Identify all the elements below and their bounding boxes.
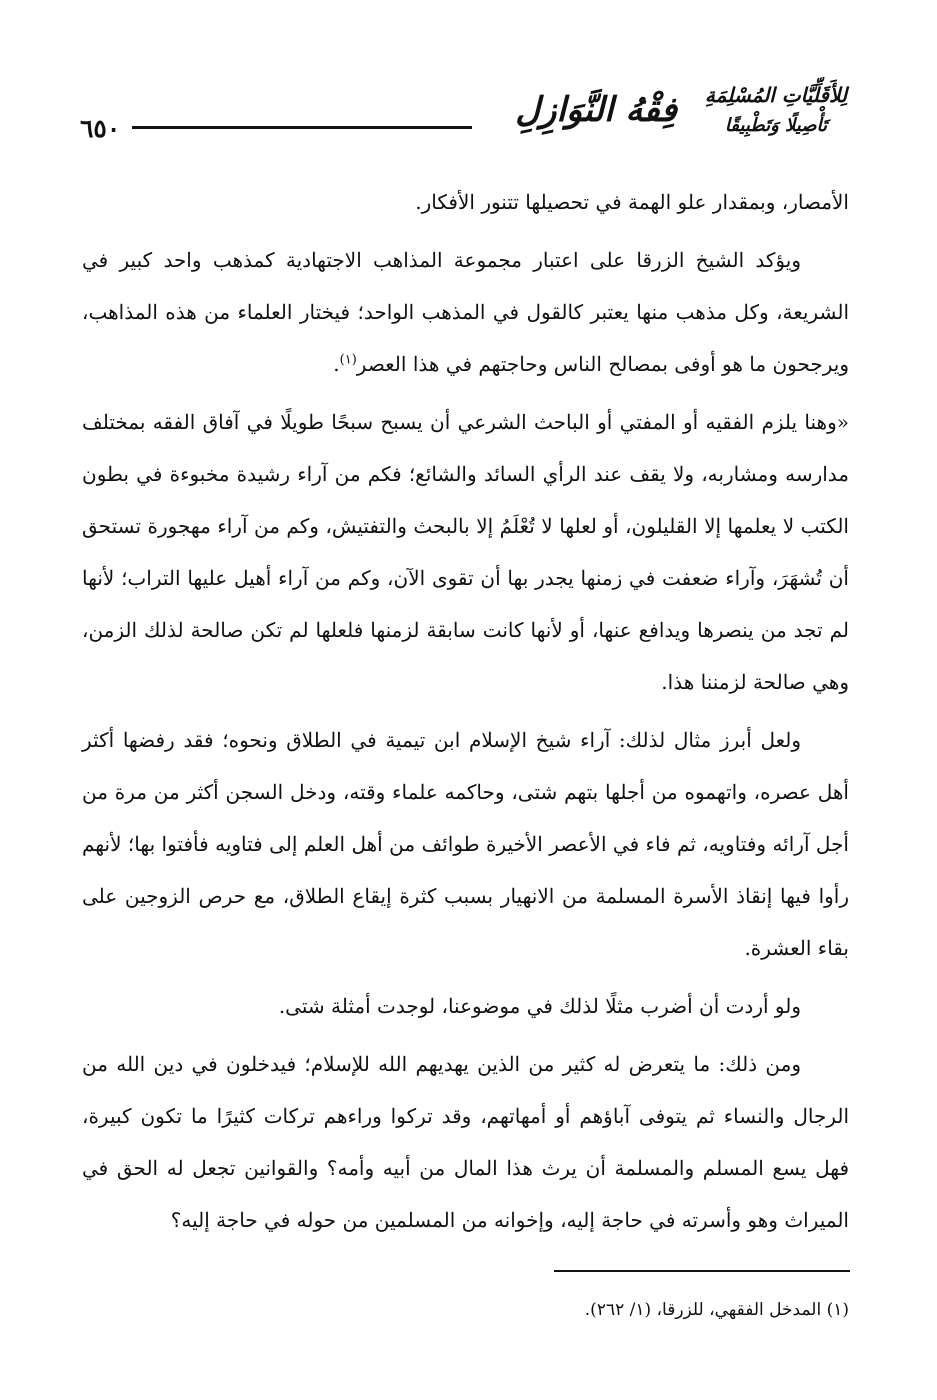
main-text xyxy=(82,176,849,1252)
paragraph-2 xyxy=(82,234,849,390)
page-number: ٦٥٠ xyxy=(80,114,121,143)
paragraph-3-quote: «وهنا يلزم الفقيه أو المفتي أو الباحث الشرعي أن يسبح سبحًا طويلًا في آفاق الفقه بمختلف مدارسه ومشاربه، ولا يقف عند الرأي السائد والشائع؛ فكم من آراء رشيدة مخبوءة في بطون الكتب لا يعلمها إلا القليلون، أو لعلها لا تُعْلَمُ إلا بالبحث والتفتيش، وكم من آراء مهجورة تستحق أن تُشهَرَ، وآراء ضعفت في زمنها يجدر بها أن تقوى الآن، وكم من آراء أهيل عليها التراب؛ لأنها لم تجد من ينصرها ويدافع عنها، أو لأنها كانت سابقة لزمنها فلعلها لم تكن صالحة لذلك الزمن، وهي صالحة لزمننا هذا. xyxy=(82,410,849,694)
paragraph-2-tail: . xyxy=(333,352,340,376)
paragraph-5: ولو أردت أن أضرب مثلًا لذلك في موضوعنا، لوجدت أمثلة شتى. xyxy=(278,994,801,1018)
footnote-reference[interactable]: (١) xyxy=(339,352,357,368)
paragraph-6: ومن ذلك: ما يتعرض له كثير من الذين يهديهم الله للإسلام؛ فيدخلون في دين الله من الرجال والنساء ثم يتوفى آباؤهم أو أمهاتهم، وقد تركوا وراءهم تركات كثيرًا ما تكون كبيرة، فهل يسع المسلم والمسلمة أن يرث هذا المال من أبيه وأمه؟ والقوانين تجعل له الحق في الميراث وهو وأسرته في حاجة إليه، وإخوانه من المسلمين من حوله في حاجة إليه؟ xyxy=(82,1052,849,1232)
paragraph-4: ولعل أبرز مثال لذلك: آراء شيخ الإسلام ابن تيمية في الطلاق ونحوه؛ فقد رفضها أكثر أهل عصره، واتهموه من أجلها بتهم شتى، وحاكمه علماء وقته، ودخل السجن أكثر من مرة من أجل آرائه وفتاويه، ثم فاء في الأعصر الأخيرة طوائف من أهل العلم إلى فتاويه فأفتوا بها؛ لأنهم رأوا فيها إنقاذ الأسرة المسلمة من الانهيار بسبب كثرة إيقاع الطلاق، مع حرص الزوجين على بقاء العشرة. xyxy=(82,728,849,960)
paragraph-1: الأمصار، وبمقدار علو الهمة في تحصيلها تتنور الأفكار. xyxy=(415,190,849,214)
book-title-main: فِقْهُ النَّوَازِلِ xyxy=(515,90,677,130)
book-title-logo xyxy=(417,78,847,150)
page-header xyxy=(80,78,847,150)
book-title-subtitle: لِلأَقَلِّيَّاتِ المُسْلِمَةِ xyxy=(704,83,847,107)
footnote: (١) المدخل الفقهي، للزرقا، (١/ ٢٦٢). xyxy=(584,1300,849,1320)
paragraph-2-text: ويؤكد الشيخ الزرقا على اعتبار مجموعة المذاهب الاجتهادية كمذهب واحد كبير في الشريعة، وكل مذهب منها يعتبر كالقول في المذهب الواحد؛ فيختار العلماء من هذه المذاهب، ويرجحون ما هو أوفى بمصالح الناس وحاجتهم في هذا العصر xyxy=(82,248,849,376)
footnote-divider xyxy=(554,1270,850,1272)
book-title-tagline: تَأْصِيلًا وَتَطْبِيقًا xyxy=(724,115,827,136)
